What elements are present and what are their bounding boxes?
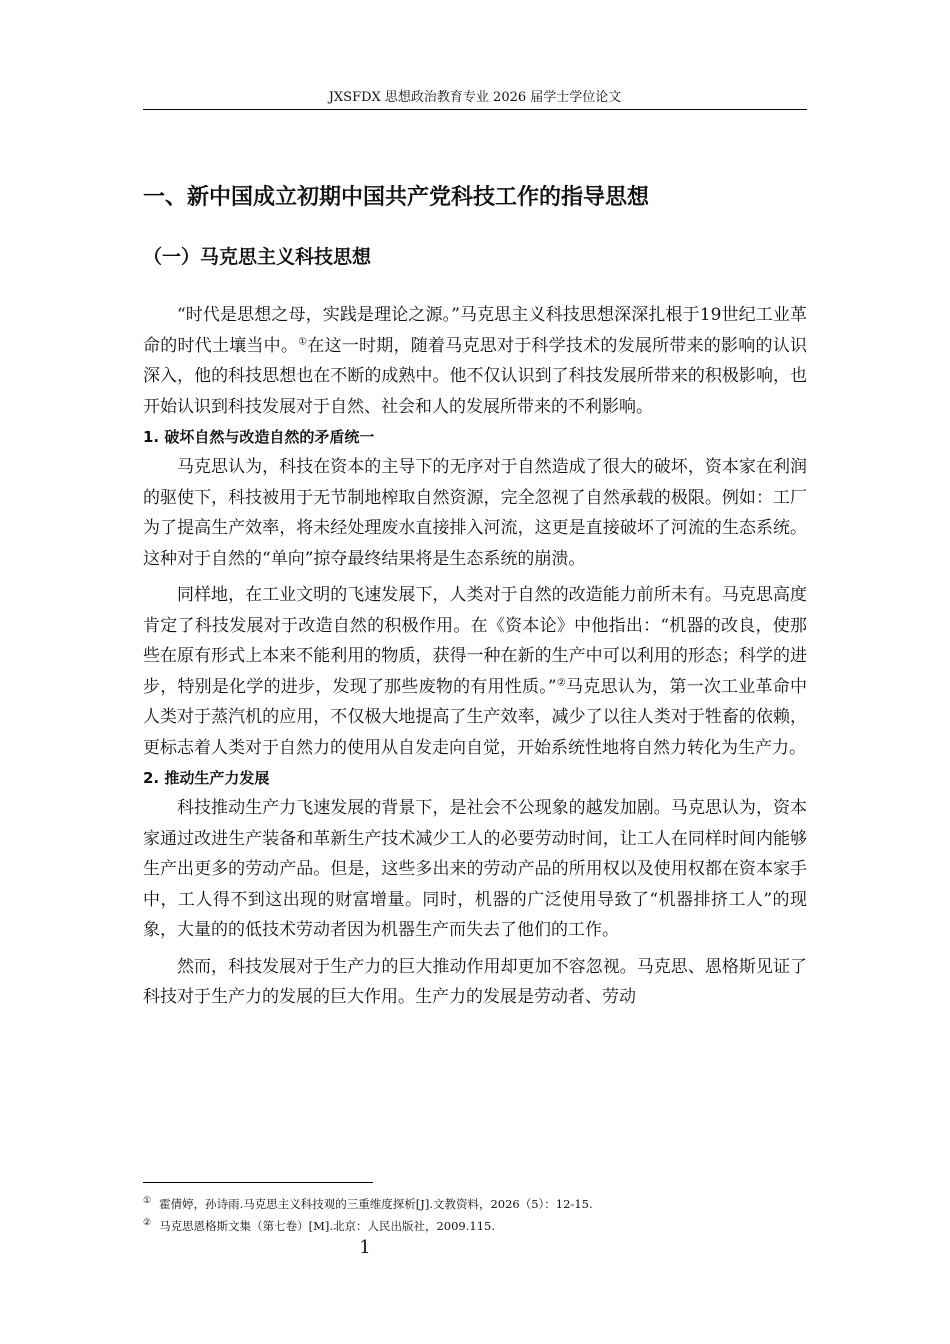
footnotes xyxy=(143,1192,807,1236)
header-rule xyxy=(143,109,807,110)
footnote: ② 马克思恩格斯文集（第七卷）[M].北京：人民出版社，2009.115. xyxy=(143,1217,496,1233)
section-heading: （一）马克思主义科技思想 xyxy=(143,246,372,268)
footnote-ref: ② xyxy=(556,676,567,688)
body-text xyxy=(143,300,807,1013)
footnote: ① 霍倩婷，孙诗雨.马克思主义科技观的三重维度探析[J].文教资料，2026（5）：12-15. xyxy=(143,1196,593,1211)
paragraph: 同样地，在工业文明的飞速发展下，人类对于自然的改造能力前所未有。马克思高度肯定了科技发展对于改造自然的积极作用。在《资本论》中他指出：“机器的改良，使那些在原有形式上本来不能利用的物质，获得一种在新的生产中可以利用的形态；科学的进步，特别是化学的进步，发现了那些废物的有用性质。”②马克思认为，第一次工业革命中人类对于蒸汽机的应用，不仅极大地提高了生产效率，减少了以往人类对于牲畜的依赖，更标志着人类对于自然力的使用从自发走向自觉，开始系统性地将自然力转化为生产力。 xyxy=(143,585,807,758)
paragraph: 科技推动生产力飞速发展的背景下，是社会不公现象的越发加剧。马克思认为，资本家通过改进生产装备和革新生产技术减少工人的必要劳动时间，让工人在同样时间内能够生产出更多的劳动产品。但是，这些多出来的劳动产品的所用权以及使用权都在资本家手中，工人得不到这出现的财富增量。同时，机器的广泛使用导致了“机器排挤工人”的现象，大量的的低技术劳动者因为机器生产而失去了他们的工作。 xyxy=(143,798,807,940)
chapter-heading: 一、新中国成立初期中国共产党科技工作的指导思想 xyxy=(143,185,650,210)
page-number: 1 xyxy=(359,1237,371,1258)
footnote-ref: ① xyxy=(298,335,308,347)
subsection-heading: 1. 破坏自然与改造自然的矛盾统一 xyxy=(143,428,375,446)
paragraph: 马克思认为，科技在资本的主导下的无序对于自然造成了很大的破坏，资本家在利润的驱使下，科技被用于无节制地榨取自然资源，完全忽视了自然承载的极限。例如：工厂为了提高生产效率，将未经处理废水直接排入河流，这更是直接破坏了河流的生态系统。这种对于自然的“单向”掠夺最终结果将是生态系统的崩溃。 xyxy=(143,457,807,569)
running-header: JXSFDX 思想政治教育专业 2026 届学士学位论文 xyxy=(328,90,622,105)
subsection-heading: 2. 推动生产力发展 xyxy=(143,769,270,787)
paragraph: 然而，科技发展对于生产力的巨大推动作用却更加不容忽视。马克思、恩格斯见证了科技对于生产力的发展的巨大作用。生产力的发展是劳动者、劳动 xyxy=(143,956,807,1007)
paragraph: “时代是思想之母，实践是理论之源。”马克思主义科技思想深深扎根于19世纪工业革命的时代土壤当中。①在这一时期，随着马克思对于科学技术的发展所带来的影响的认识深入，他的科技思想也在不断的成熟中。他不仅认识到了科技发展所带来的积极影响，也开始认识到科技发展对于自然、社会和人的发展所带来的不利影响。 xyxy=(143,305,807,417)
footnote-rule xyxy=(143,1182,373,1183)
